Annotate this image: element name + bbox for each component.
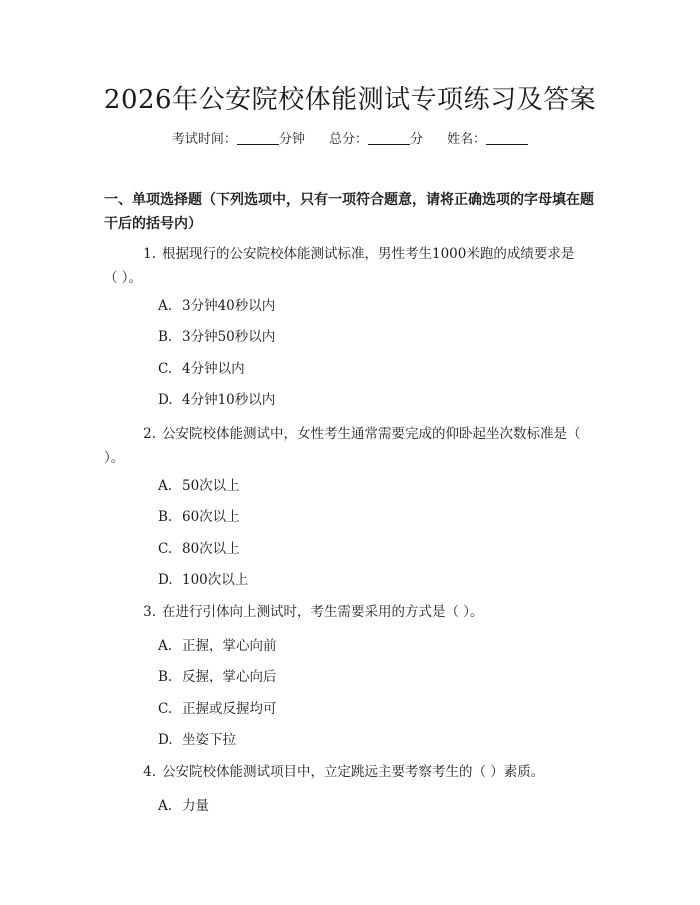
option-letter: A. [158,638,173,654]
total-score-blank [368,130,410,145]
option-letter: D. [158,392,173,408]
q1-option-c [158,359,245,379]
option-letter: D. [158,732,173,748]
question-text: 公安院校体能测试中，女性考生通常需要完成的仰卧起坐次数标准是（ ）。 [104,426,581,466]
option-letter: B. [158,329,173,345]
q3-option-c [158,699,277,719]
exam-meta-line [0,130,700,150]
option-text: 50次以上 [182,478,240,494]
section-heading: 一、单项选择题（下列选项中，只有一项符合题意，请将正确选项的字母填在题干后的括号内） [104,192,594,232]
name-label: 姓名： [447,132,487,147]
total-score-label: 总分： [328,132,368,147]
exam-time-label: 考试时间： [171,132,237,147]
option-text: 4分钟以内 [182,361,245,377]
question-4 [104,760,586,784]
total-score-unit: 分 [410,132,424,147]
option-letter: B. [158,669,173,685]
question-number: 2. [143,426,156,442]
q2-option-d [158,570,248,590]
option-letter: C. [158,541,173,557]
question-3 [104,600,586,624]
question-number: 3. [143,604,156,620]
exam-time-field [172,132,309,147]
option-text: 正握或反握均可 [182,701,277,717]
option-text: 100次以上 [182,572,249,588]
option-letter: D. [158,572,173,588]
document-title: 2026年公安院校体能测试专项练习及答案 [103,85,597,115]
question-text: 根据现行的公安院校体能测试标准，男性考生1000米跑的成绩要求是（ ）。 [104,246,575,286]
option-text: 力量 [182,798,209,814]
option-letter: C. [158,361,173,377]
option-text: 坐姿下拉 [182,732,236,748]
question-text: 在进行引体向上测试时，考生需要采用的方式是（ ）。 [162,604,484,620]
q2-option-a [158,476,240,496]
q1-option-a [158,296,275,316]
name-blank [486,130,528,145]
question-number: 1. [143,246,156,262]
option-letter: A. [158,478,173,494]
option-text: 4分钟10秒以内 [182,392,276,408]
option-text: 反握，掌心向后 [182,669,277,685]
option-text: 80次以上 [182,541,240,557]
option-letter: B. [158,509,173,525]
option-letter: A. [158,798,173,814]
option-letter: A. [158,298,173,314]
question-number: 4. [143,764,156,780]
option-text: 正握，掌心向前 [182,638,277,654]
question-text: 公安院校体能测试项目中，立定跳远主要考察考生的（ ）素质。 [162,764,545,780]
option-text: 3分钟40秒以内 [182,298,276,314]
q3-option-d [158,730,236,750]
question-2 [104,422,586,470]
q4-option-a [158,796,209,816]
exam-time-unit: 分钟 [278,132,305,147]
q1-option-b [158,327,275,347]
q2-option-b [158,507,240,527]
exam-time-blank [237,130,279,145]
option-text: 3分钟50秒以内 [182,329,276,345]
option-letter: C. [158,701,173,717]
question-1 [104,242,586,290]
total-score-field [329,132,427,147]
q1-option-d [158,390,275,410]
q2-option-c [158,539,240,559]
q3-option-a [158,636,277,656]
q3-option-b [158,667,277,687]
name-field [447,132,528,147]
option-text: 60次以上 [182,509,240,525]
